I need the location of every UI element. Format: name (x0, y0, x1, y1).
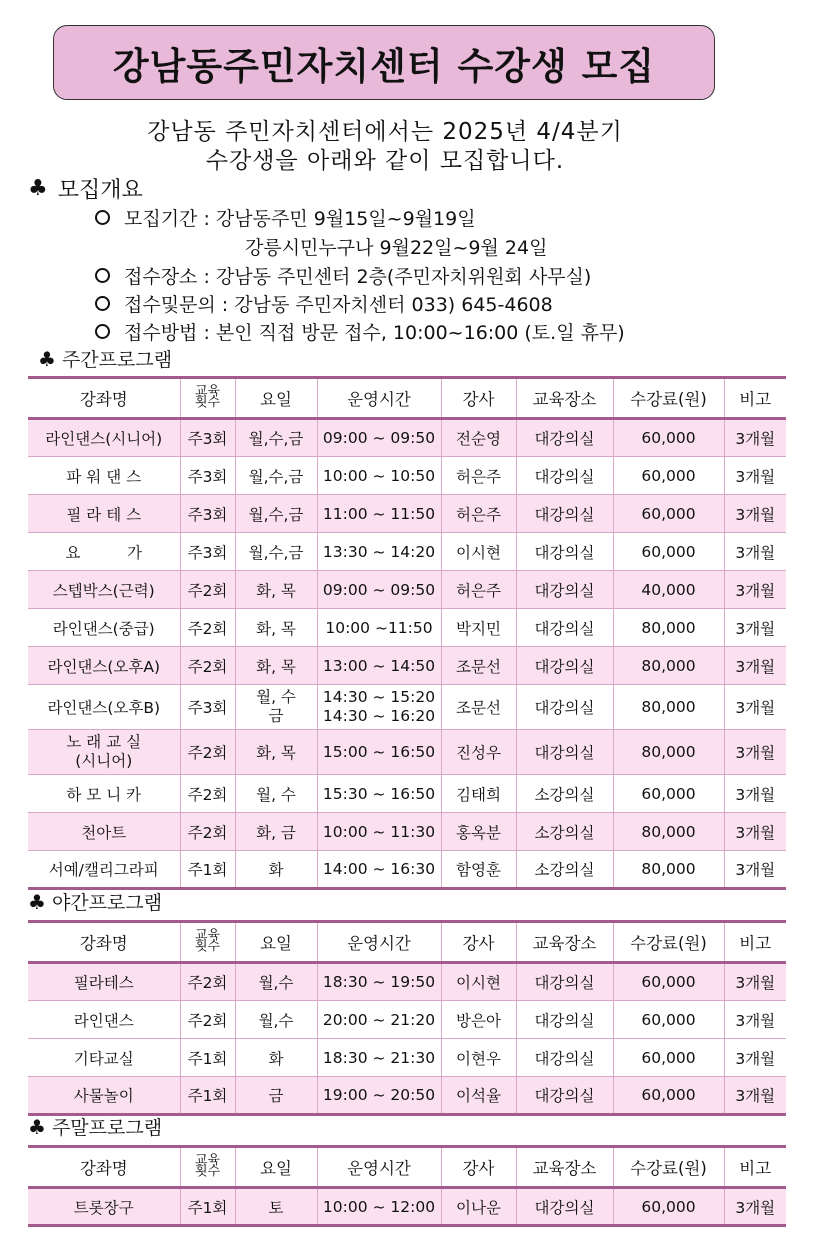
cell-fee: 60,000 (613, 1039, 724, 1077)
col-time: 운영시간 (317, 1147, 441, 1188)
cell-fee: 80,000 (613, 685, 724, 730)
cell-day: 화 (235, 851, 317, 889)
cell-day: 월,수,금 (235, 533, 317, 571)
cell-fee: 60,000 (613, 533, 724, 571)
cell-name: 라인댄스(오후A) (28, 647, 180, 685)
cell-teacher: 진성우 (441, 730, 516, 775)
cell-count: 주2회 (180, 963, 235, 1001)
cell-day: 화, 금 (235, 813, 317, 851)
cell-name: 라인댄스(오후B) (28, 685, 180, 730)
cell-place: 대강의실 (516, 571, 613, 609)
cell-teacher: 이석율 (441, 1077, 516, 1115)
cell-count: 주1회 (180, 1039, 235, 1077)
cell-place: 대강의실 (516, 1001, 613, 1039)
cell-note: 3개월 (724, 495, 786, 533)
cell-name: 필 라 테 스 (28, 495, 180, 533)
cell-place: 소강의실 (516, 851, 613, 889)
cell-day: 월,수,금 (235, 457, 317, 495)
cell-place: 대강의실 (516, 495, 613, 533)
cell-name: 라인댄스(시니어) (28, 419, 180, 457)
cell-name: 천아트 (28, 813, 180, 851)
cell-teacher: 조문선 (441, 647, 516, 685)
circle-bullet-icon (95, 324, 110, 339)
info-place (95, 262, 591, 289)
cell-place: 소강의실 (516, 775, 613, 813)
cell-place: 대강의실 (516, 609, 613, 647)
overview-heading (28, 173, 143, 204)
cell-note: 3개월 (724, 609, 786, 647)
table-row (28, 571, 786, 609)
cell-name: 서예/캘리그라피 (28, 851, 180, 889)
col-teacher: 강사 (441, 922, 516, 963)
table-row (28, 609, 786, 647)
cell-time: 19:00 ~ 20:50 (317, 1077, 441, 1115)
info-period-cont (245, 233, 547, 260)
daytime-table (28, 376, 786, 890)
cell-count: 주2회 (180, 775, 235, 813)
info-period (95, 204, 476, 231)
club-suit-icon: ♣ (28, 176, 48, 201)
daytime-heading-text: 주간프로그램 (61, 349, 173, 371)
cell-name: 라인댄스(중급) (28, 609, 180, 647)
cell-time: 10:00 ~ 12:00 (317, 1188, 441, 1226)
cell-time: 15:30 ~ 16:50 (317, 775, 441, 813)
cell-time: 09:00 ~ 09:50 (317, 419, 441, 457)
cell-count: 주2회 (180, 647, 235, 685)
weekend-heading-text: 주말프로그램 (51, 1117, 163, 1139)
cell-count: 주3회 (180, 533, 235, 571)
cell-note: 3개월 (724, 775, 786, 813)
cell-place: 대강의실 (516, 647, 613, 685)
cell-teacher: 조문선 (441, 685, 516, 730)
cell-time: 09:00 ~ 09:50 (317, 571, 441, 609)
table-row (28, 851, 786, 889)
cell-fee: 80,000 (613, 647, 724, 685)
club-suit-icon: ♣ (28, 1114, 46, 1139)
cell-count: 주3회 (180, 495, 235, 533)
cell-name: 파 워 댄 스 (28, 457, 180, 495)
cell-count: 주2회 (180, 730, 235, 775)
weekend-heading (28, 1113, 162, 1140)
cell-place: 대강의실 (516, 685, 613, 730)
cell-note: 3개월 (724, 1188, 786, 1226)
table-row (28, 1077, 786, 1115)
cell-fee: 60,000 (613, 495, 724, 533)
cell-name: 스텝박스(근력) (28, 571, 180, 609)
cell-count: 주2회 (180, 609, 235, 647)
cell-teacher: 이나운 (441, 1188, 516, 1226)
cell-count: 주1회 (180, 1077, 235, 1115)
col-fee: 수강료(원) (613, 378, 724, 419)
cell-time: 18:30 ~ 19:50 (317, 963, 441, 1001)
cell-teacher: 이시현 (441, 533, 516, 571)
title-banner (53, 25, 715, 100)
page-title: 강남동주민자치센터 수강생 모집 (112, 44, 656, 88)
col-note: 비고 (724, 378, 786, 419)
cell-day: 월, 수 금 (235, 685, 317, 730)
cell-count: 주2회 (180, 571, 235, 609)
cell-fee: 60,000 (613, 457, 724, 495)
cell-place: 대강의실 (516, 419, 613, 457)
cell-place: 대강의실 (516, 1039, 613, 1077)
cell-time: 10:00 ~11:50 (317, 609, 441, 647)
table-row (28, 685, 786, 730)
col-time: 운영시간 (317, 922, 441, 963)
info-contact-text: 접수및문의 : 강남동 주민자치센터 033) 645-4608 (124, 294, 553, 316)
table-row (28, 495, 786, 533)
cell-count: 주2회 (180, 1001, 235, 1039)
cell-teacher: 허은주 (441, 457, 516, 495)
cell-place: 대강의실 (516, 533, 613, 571)
cell-place: 대강의실 (516, 1188, 613, 1226)
col-name: 강좌명 (28, 922, 180, 963)
cell-teacher: 전순영 (441, 419, 516, 457)
cell-note: 3개월 (724, 571, 786, 609)
table-row (28, 533, 786, 571)
cell-fee: 80,000 (613, 851, 724, 889)
col-time: 운영시간 (317, 378, 441, 419)
cell-fee: 60,000 (613, 1077, 724, 1115)
col-fee: 수강료(원) (613, 1147, 724, 1188)
table-header-row (28, 922, 786, 963)
cell-teacher: 허은주 (441, 495, 516, 533)
cell-count: 주1회 (180, 1188, 235, 1226)
cell-day: 화, 목 (235, 730, 317, 775)
cell-note: 3개월 (724, 1001, 786, 1039)
cell-name: 사물놀이 (28, 1077, 180, 1115)
intro-line-2: 수강생을 아래와 같이 모집합니다. (205, 148, 565, 174)
circle-bullet-icon (95, 210, 110, 225)
cell-note: 3개월 (724, 813, 786, 851)
cell-count: 주2회 (180, 813, 235, 851)
cell-fee: 80,000 (613, 609, 724, 647)
cell-day: 월, 수 (235, 775, 317, 813)
cell-name: 트롯장구 (28, 1188, 180, 1226)
cell-count: 주3회 (180, 457, 235, 495)
circle-bullet-icon (95, 296, 110, 311)
cell-note: 3개월 (724, 963, 786, 1001)
cell-fee: 40,000 (613, 571, 724, 609)
col-edu-count: 교육 횟수 (180, 1147, 235, 1188)
cell-place: 대강의실 (516, 1077, 613, 1115)
col-teacher: 강사 (441, 1147, 516, 1188)
col-name: 강좌명 (28, 1147, 180, 1188)
col-day: 요일 (235, 1147, 317, 1188)
cell-day: 금 (235, 1077, 317, 1115)
cell-note: 3개월 (724, 851, 786, 889)
cell-note: 3개월 (724, 730, 786, 775)
table-row (28, 419, 786, 457)
table-row (28, 1001, 786, 1039)
cell-day: 월,수 (235, 963, 317, 1001)
cell-time: 10:00 ~ 11:30 (317, 813, 441, 851)
cell-teacher: 이현우 (441, 1039, 516, 1077)
col-note: 비고 (724, 1147, 786, 1188)
cell-count: 주3회 (180, 419, 235, 457)
cell-time: 11:00 ~ 11:50 (317, 495, 441, 533)
table-header-row (28, 1147, 786, 1188)
cell-day: 토 (235, 1188, 317, 1226)
cell-day: 월,수,금 (235, 495, 317, 533)
info-method-text: 접수방법 : 본인 직접 방문 접수, 10:00~16:00 (토.일 휴무) (124, 322, 625, 344)
cell-note: 3개월 (724, 419, 786, 457)
cell-note: 3개월 (724, 533, 786, 571)
table-row (28, 963, 786, 1001)
table-row (28, 647, 786, 685)
overview-heading-text: 모집개요 (57, 178, 143, 203)
cell-day: 월,수,금 (235, 419, 317, 457)
cell-note: 3개월 (724, 685, 786, 730)
daytime-heading (38, 345, 172, 372)
cell-day: 월,수 (235, 1001, 317, 1039)
cell-note: 3개월 (724, 1039, 786, 1077)
cell-time: 14:30 ~ 15:20 14:30 ~ 16:20 (317, 685, 441, 730)
cell-fee: 80,000 (613, 813, 724, 851)
cell-fee: 60,000 (613, 775, 724, 813)
club-suit-icon: ♣ (28, 889, 46, 914)
cell-teacher: 김태희 (441, 775, 516, 813)
info-method (95, 318, 625, 345)
cell-teacher: 함영훈 (441, 851, 516, 889)
cell-place: 대강의실 (516, 963, 613, 1001)
circle-bullet-icon (95, 268, 110, 283)
col-day: 요일 (235, 922, 317, 963)
cell-day: 화, 목 (235, 571, 317, 609)
col-note: 비고 (724, 922, 786, 963)
cell-count: 주3회 (180, 685, 235, 730)
col-edu-count: 교육 횟수 (180, 922, 235, 963)
cell-time: 14:00 ~ 16:30 (317, 851, 441, 889)
cell-teacher: 홍옥분 (441, 813, 516, 851)
col-name: 강좌명 (28, 378, 180, 419)
evening-heading (28, 888, 162, 915)
club-suit-icon: ♣ (38, 346, 56, 371)
cell-fee: 60,000 (613, 963, 724, 1001)
cell-name: 필라테스 (28, 963, 180, 1001)
cell-name: 하 모 니 카 (28, 775, 180, 813)
col-place: 교육장소 (516, 922, 613, 963)
info-period-cont-text: 강릉시민누구나 9월22일~9월 24일 (245, 237, 548, 259)
cell-fee: 60,000 (613, 419, 724, 457)
cell-note: 3개월 (724, 457, 786, 495)
col-edu-count: 교육 횟수 (180, 378, 235, 419)
cell-time: 10:00 ~ 10:50 (317, 457, 441, 495)
table-header-row (28, 378, 786, 419)
col-place: 교육장소 (516, 1147, 613, 1188)
info-contact (95, 290, 553, 317)
cell-name: 라인댄스 (28, 1001, 180, 1039)
cell-note: 3개월 (724, 1077, 786, 1115)
table-row (28, 775, 786, 813)
cell-count: 주1회 (180, 851, 235, 889)
cell-teacher: 방은아 (441, 1001, 516, 1039)
cell-note: 3개월 (724, 647, 786, 685)
cell-name: 노 래 교 실 (시니어) (28, 730, 180, 775)
table-row (28, 1039, 786, 1077)
cell-teacher: 허은주 (441, 571, 516, 609)
table-row (28, 457, 786, 495)
table-row (28, 1188, 786, 1226)
intro-line-1: 강남동 주민자치센터에서는 2025년 4/4분기 (147, 119, 623, 145)
info-period-text: 모집기간 : 강남동주민 9월15일~9월19일 (124, 208, 476, 230)
cell-fee: 60,000 (613, 1188, 724, 1226)
cell-time: 20:00 ~ 21:20 (317, 1001, 441, 1039)
table-row (28, 730, 786, 775)
col-day: 요일 (235, 378, 317, 419)
evening-table (28, 920, 786, 1116)
cell-day: 화 (235, 1039, 317, 1077)
cell-name: 기타교실 (28, 1039, 180, 1077)
cell-place: 소강의실 (516, 813, 613, 851)
info-place-text: 접수장소 : 강남동 주민센터 2층(주민자치위원회 사무실) (124, 266, 592, 288)
cell-time: 15:00 ~ 16:50 (317, 730, 441, 775)
cell-time: 18:30 ~ 21:30 (317, 1039, 441, 1077)
weekend-table (28, 1145, 786, 1227)
cell-fee: 80,000 (613, 730, 724, 775)
col-fee: 수강료(원) (613, 922, 724, 963)
cell-teacher: 박지민 (441, 609, 516, 647)
cell-time: 13:30 ~ 14:20 (317, 533, 441, 571)
cell-fee: 60,000 (613, 1001, 724, 1039)
cell-place: 대강의실 (516, 730, 613, 775)
cell-day: 화, 목 (235, 647, 317, 685)
cell-name: 요 가 (28, 533, 180, 571)
cell-teacher: 이시현 (441, 963, 516, 1001)
cell-day: 화, 목 (235, 609, 317, 647)
col-teacher: 강사 (441, 378, 516, 419)
cell-time: 13:00 ~ 14:50 (317, 647, 441, 685)
evening-heading-text: 야간프로그램 (51, 892, 163, 914)
cell-place: 대강의실 (516, 457, 613, 495)
col-place: 교육장소 (516, 378, 613, 419)
table-row (28, 813, 786, 851)
